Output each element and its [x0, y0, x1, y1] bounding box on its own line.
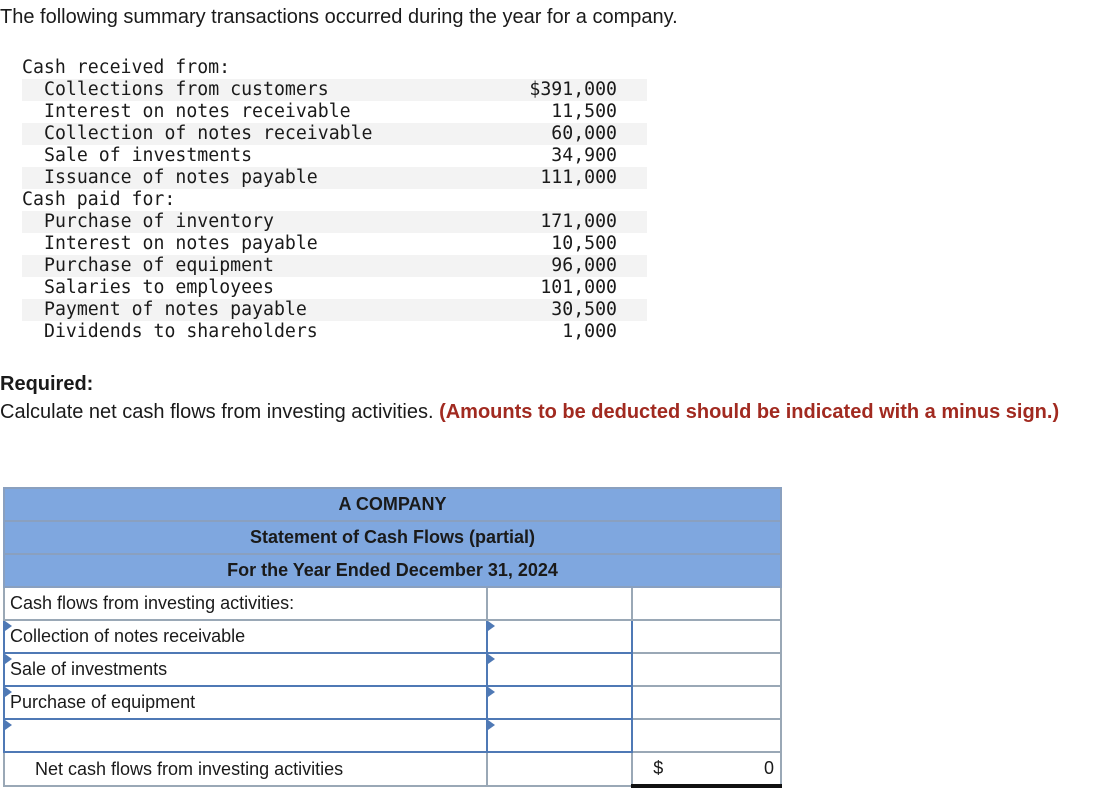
statement-header-row: [4, 488, 781, 521]
statement-period: For the Year Ended December 31, 2024: [4, 554, 781, 587]
transactions-list: [22, 57, 647, 343]
required-section: [0, 370, 1100, 426]
item-label: Salaries to employees: [44, 277, 274, 298]
required-text: Calculate net cash flows from investing activities.: [0, 401, 434, 423]
line-item-amount-input[interactable]: [487, 686, 632, 719]
list-item: [22, 79, 647, 101]
statement-company: A COMPANY: [4, 488, 781, 521]
statement-header-row: [4, 554, 781, 587]
list-item: [22, 211, 647, 233]
item-label: Collection of notes receivable: [44, 123, 373, 144]
line-item-amount-input[interactable]: [487, 620, 632, 653]
item-amount: 10,500: [551, 233, 617, 254]
list-item: [22, 101, 647, 123]
section-label: Cash paid for:: [22, 189, 176, 210]
statement-header-row: [4, 521, 781, 554]
item-amount: 34,900: [551, 145, 617, 166]
empty-cell: [487, 752, 632, 786]
line-item-label-input[interactable]: Purchase of equipment: [4, 686, 487, 719]
table-row: [4, 587, 781, 620]
item-amount: 60,000: [551, 123, 617, 144]
intro-text: The following summary transactions occurred during the year for a company.: [0, 6, 678, 28]
table-row: [4, 686, 781, 719]
table-row: [4, 653, 781, 686]
list-item: [22, 145, 647, 167]
line-item-label-input[interactable]: Collection of notes receivable: [4, 620, 487, 653]
cash-received-heading: [22, 57, 647, 79]
item-amount: 171,000: [540, 211, 617, 232]
cash-paid-heading: [22, 189, 647, 211]
item-amount: 11,500: [551, 101, 617, 122]
line-item-amount-input[interactable]: [487, 719, 632, 752]
empty-cell: [632, 587, 781, 620]
required-heading: Required:: [0, 373, 94, 395]
net-cash-flows-value: 0: [763, 758, 774, 778]
empty-cell: [632, 620, 781, 653]
net-cash-flows-label: Net cash flows from investing activities: [4, 752, 487, 786]
line-item-label-input[interactable]: Sale of investments: [4, 653, 487, 686]
net-total-row: [4, 752, 781, 786]
list-item: [22, 167, 647, 189]
list-item: [22, 255, 647, 277]
list-item: [22, 321, 647, 343]
list-item: [22, 299, 647, 321]
currency-symbol: $: [653, 758, 664, 778]
item-amount: 96,000: [551, 255, 617, 276]
table-row: [4, 620, 781, 653]
item-amount: 1,000: [562, 321, 617, 342]
empty-cell: [487, 587, 632, 620]
empty-cell: [632, 719, 781, 752]
net-cash-flows-total: [632, 752, 781, 786]
item-label: Interest on notes receivable: [44, 101, 351, 122]
item-label: Purchase of equipment: [44, 255, 274, 276]
item-amount: 111,000: [540, 167, 617, 188]
item-label: Issuance of notes payable: [44, 167, 318, 188]
item-label: Dividends to shareholders: [44, 321, 318, 342]
statement-title: Statement of Cash Flows (partial): [4, 521, 781, 554]
list-item: [22, 123, 647, 145]
item-amount: 30,500: [551, 299, 617, 320]
section-label: Cash received from:: [22, 57, 231, 78]
empty-cell: [632, 686, 781, 719]
list-item: [22, 233, 647, 255]
empty-cell: [632, 653, 781, 686]
line-item-amount-input[interactable]: [487, 653, 632, 686]
item-label: Sale of investments: [44, 145, 253, 166]
item-amount: 101,000: [540, 277, 617, 298]
item-label: Interest on notes payable: [44, 233, 318, 254]
required-note: (Amounts to be deducted should be indicated with a minus sign.): [439, 401, 1060, 423]
list-item: [22, 277, 647, 299]
item-label: Payment of notes payable: [44, 299, 307, 320]
line-item-label-input[interactable]: [4, 719, 487, 752]
cash-flow-statement: [3, 487, 782, 788]
table-row: [4, 719, 781, 752]
item-label: Purchase of inventory: [44, 211, 274, 232]
item-amount: $391,000: [529, 79, 617, 100]
required-instructions: [0, 398, 1100, 426]
section-label: Cash flows from investing activities:: [4, 587, 487, 620]
item-label: Collections from customers: [44, 79, 329, 100]
